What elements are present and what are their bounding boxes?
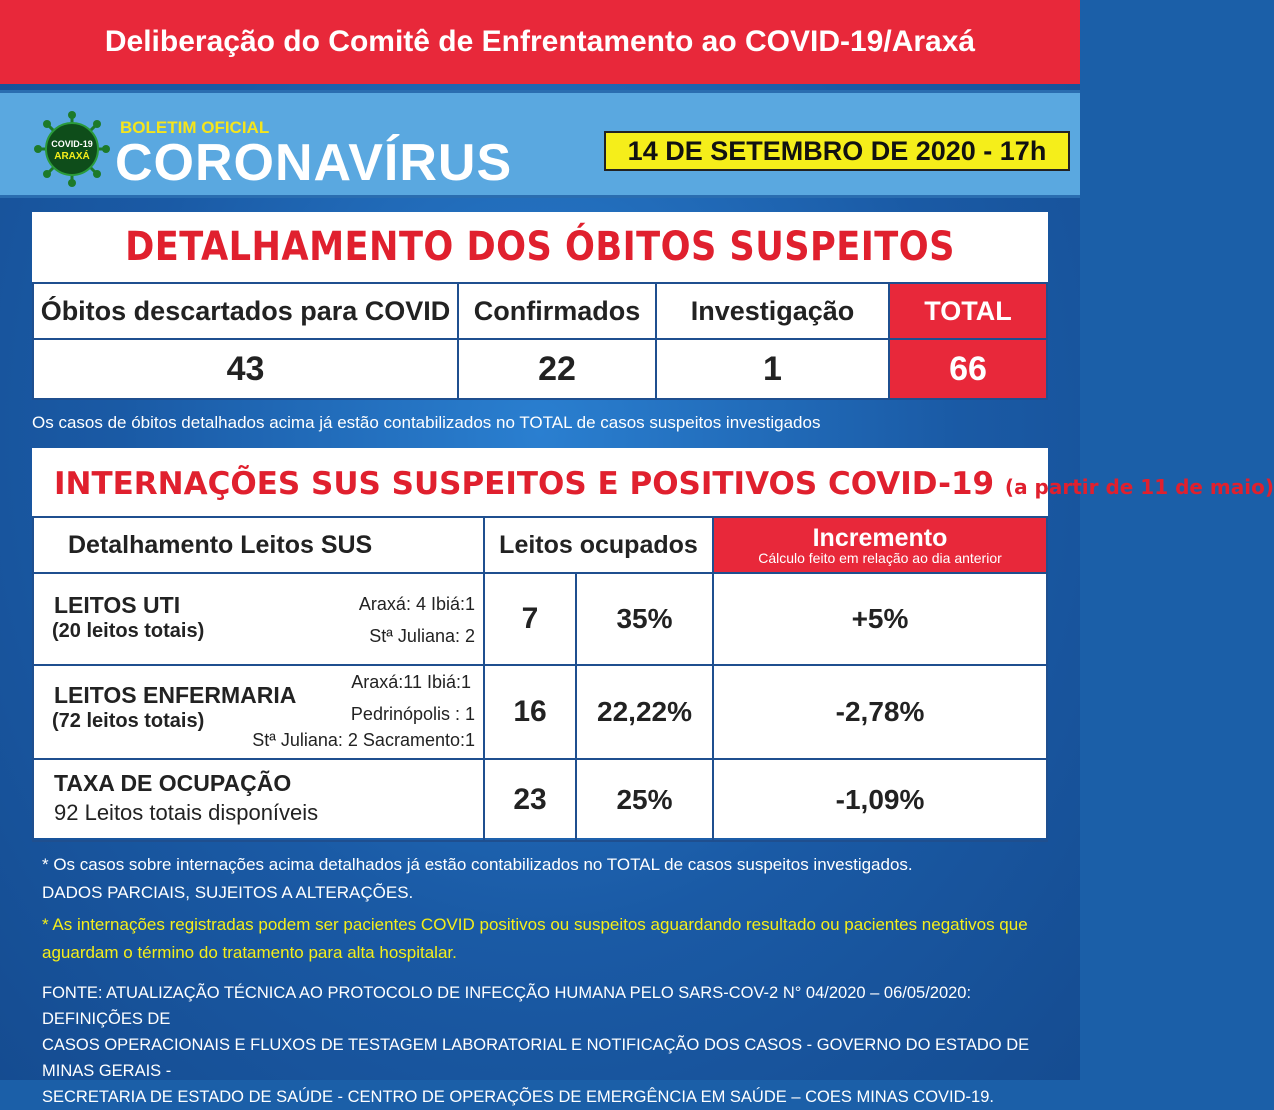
header-investigacao: Investigação	[656, 283, 889, 339]
row-uti-detail2: Stª Juliana: 2	[369, 626, 475, 646]
header-detalhamento: Detalhamento Leitos SUS	[33, 517, 484, 573]
row-uti-name-cell	[33, 573, 484, 665]
header-confirmados: Confirmados	[458, 283, 656, 339]
row-taxa-sub: 92 Leitos totais disponíveis	[54, 800, 319, 825]
row-taxa-inc: -1,09%	[713, 759, 1047, 841]
value-total: 66	[889, 339, 1047, 399]
internacoes-title	[54, 466, 1274, 502]
row-uti-name: LEITOS UTI	[54, 592, 181, 618]
row-uti-inc: +5%	[713, 573, 1047, 665]
top-banner-text: Deliberação do Comitê de Enfrentamento ao COVID-19/Araxá	[104, 25, 976, 58]
page-title: CORONAVÍRUS	[115, 134, 513, 192]
table-row	[33, 665, 1047, 759]
row-enfermaria-sub: (72 leitos totais)	[52, 710, 205, 732]
date-badge: 14 DE SETEMBRO DE 2020 - 17h	[604, 131, 1070, 171]
table-header-row	[33, 283, 1047, 339]
footnote-3a: * As internações registradas podem ser pacientes COVID positivos ou suspeitos aguardando resultado ou pacientes negativos que	[42, 915, 1028, 934]
top-banner	[0, 0, 1080, 84]
row-uti-sub: (20 leitos totais)	[52, 620, 205, 642]
row-taxa-pct: 25%	[576, 759, 713, 841]
header	[0, 90, 1080, 198]
row-enfermaria-detail2: Pedrinópolis : 1	[350, 704, 475, 724]
obitos-title: DETALHAMENTO DOS ÓBITOS SUSPEITOS	[125, 224, 955, 270]
source-line-1: FONTE: ATUALIZAÇÃO TÉCNICA AO PROTOCOLO DE INFECÇÃO HUMANA PELO SARS-COV-2 N° 04/2020 – 06/05/2020: DEFINIÇÕES DE	[42, 984, 972, 1028]
internacoes-title-main: INTERNAÇÕES SUS SUSPEITOS E POSITIVOS COVID-19	[54, 466, 995, 502]
row-enfermaria-count: 16	[484, 665, 576, 759]
row-enfermaria-pct: 22,22%	[576, 665, 713, 759]
footnote-3b: aguardam o término do tratamento para alta hospitalar.	[42, 943, 457, 962]
row-enfermaria-detail3: Stª Juliana: 2 Sacramento:1	[252, 730, 475, 750]
source-line-3: SECRETARIA DE ESTADO DE SAÚDE - CENTRO DE OPERAÇÕES DE EMERGÊNCIA EM SAÚDE – COES MINAS COVID-19.	[42, 1088, 994, 1106]
row-taxa-name: TAXA DE OCUPAÇÃO	[54, 770, 292, 796]
table-row	[33, 573, 1047, 665]
internacoes-table	[32, 516, 1048, 842]
obitos-card	[32, 212, 1048, 400]
source-line-2: CASOS OPERACIONAIS E FLUXOS DE TESTAGEM LABORATORIAL E NOTIFICAÇÃO DOS CASOS - GOVERNO DO ESTADO DE MINAS GERAIS -	[42, 1036, 1030, 1080]
value-descartados: 43	[33, 339, 458, 399]
obitos-table	[32, 282, 1048, 400]
header-descartados: Óbitos descartados para COVID	[33, 283, 458, 339]
logo-line2: ARAXÁ	[54, 151, 90, 162]
table-row	[33, 339, 1047, 399]
header-incremento	[713, 517, 1047, 573]
row-enfermaria-name-cell	[33, 665, 484, 759]
header-total: TOTAL	[889, 283, 1047, 339]
row-enfermaria-name: LEITOS ENFERMARIA	[54, 682, 297, 708]
row-enfermaria-inc: -2,78%	[713, 665, 1047, 759]
incremento-label: Incremento	[812, 524, 948, 552]
table-row	[33, 759, 1047, 841]
value-investigacao: 1	[656, 339, 889, 399]
table-header-row	[33, 517, 1047, 573]
internacoes-card	[32, 448, 1274, 838]
header-leitos-ocupados: Leitos ocupados	[484, 517, 713, 573]
virus-logo-icon	[34, 111, 110, 187]
obitos-note: Os casos de óbitos detalhados acima já estão contabilizados no TOTAL de casos suspeitos investigados	[32, 413, 821, 432]
footnote-1: * Os casos sobre internações acima detalhados já estão contabilizados no TOTAL de casos suspeitos investigados.	[42, 855, 913, 874]
row-uti-pct: 35%	[576, 573, 713, 665]
boletim-label: BOLETIM OFICIAL	[120, 118, 270, 137]
row-enfermaria-detail1: Araxá:11 Ibiá:1	[351, 672, 471, 692]
footnote-2: DADOS PARCIAIS, SUJEITOS A ALTERAÇÕES.	[42, 883, 414, 902]
row-taxa-count: 23	[484, 759, 576, 841]
source-note	[42, 980, 1042, 1110]
row-uti-detail1: Araxá: 4 Ibiá:1	[358, 594, 475, 614]
row-taxa-name-cell	[33, 759, 484, 841]
value-confirmados: 22	[458, 339, 656, 399]
logo-line1: COVID-19	[51, 139, 93, 149]
incremento-sublabel: Cálculo feito em relação ao dia anterior	[758, 550, 1002, 566]
row-uti-count: 7	[484, 573, 576, 665]
internacoes-title-sub: (a partir de 11 de maio)	[1004, 475, 1274, 499]
